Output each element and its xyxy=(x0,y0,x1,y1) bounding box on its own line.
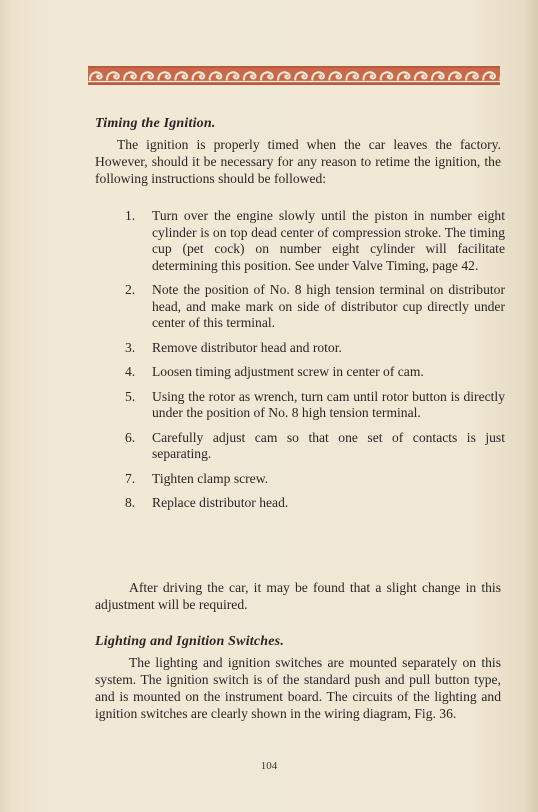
step-text: Using the rotor as wrench, turn cam until rotor button is directly under the position of No. 8 high tension terminal. xyxy=(152,388,505,420)
section-title-lighting-switches: Lighting and Ignition Switches. xyxy=(95,634,285,649)
step-text: Turn over the engine slowly until the piston in number eight cylinder is on top dead center of compression stroke. The timing cup (pet cock) on number eight cylinder will facilitate determining this position. See under Valve Timing, page 42. xyxy=(152,208,505,273)
step-text: Carefully adjust cam so that one set of contacts is just separating. xyxy=(152,429,505,461)
closing-paragraph: After driving the car, it may be found that a slight change in this adjustment will be required. xyxy=(95,580,501,612)
list-item xyxy=(95,340,505,357)
page-number: 104 xyxy=(260,760,278,772)
list-item xyxy=(95,471,505,488)
step-text: Note the position of No. 8 high tension terminal on distributor head, and make mark on side of distributor cup directly under center of this terminal. xyxy=(152,282,505,330)
step-text: Remove distributor head and rotor. xyxy=(152,339,342,355)
list-item xyxy=(95,208,505,274)
decorative-wave-border xyxy=(88,66,500,85)
step-number: 2. xyxy=(125,282,136,297)
step-number: 3. xyxy=(125,339,136,355)
step-number: 6. xyxy=(125,429,136,445)
step-text: Tighten clamp screw. xyxy=(152,470,269,486)
list-item xyxy=(95,282,505,332)
section-title-timing-ignition: Timing the Ignition. xyxy=(95,116,216,131)
instruction-list xyxy=(95,208,505,520)
step-number: 5. xyxy=(125,388,136,404)
list-item xyxy=(95,364,505,381)
intro-paragraph: The ignition is properly timed when the car leaves the factory. However, should it be necessary for any reason to retime the ignition, the following instructions should be followed: xyxy=(95,137,501,186)
switches-paragraph: The lighting and ignition switches are mounted separately on this system. The ignition switch is of the standard push and pull button type, and is mounted on the instrument board. The circuits of the lighting and ignition switches are clearly shown in the wiring diagram, Fig. 36. xyxy=(95,655,501,721)
step-text: Replace distributor head. xyxy=(152,495,289,510)
list-item xyxy=(95,389,505,422)
step-number: 7. xyxy=(125,470,136,486)
list-item xyxy=(95,495,505,512)
step-number: 8. xyxy=(125,495,136,510)
list-item xyxy=(95,430,505,463)
step-number: 1. xyxy=(125,208,136,223)
step-number: 4. xyxy=(125,364,136,379)
step-text: Loosen timing adjustment screw in center of cam. xyxy=(152,364,424,379)
